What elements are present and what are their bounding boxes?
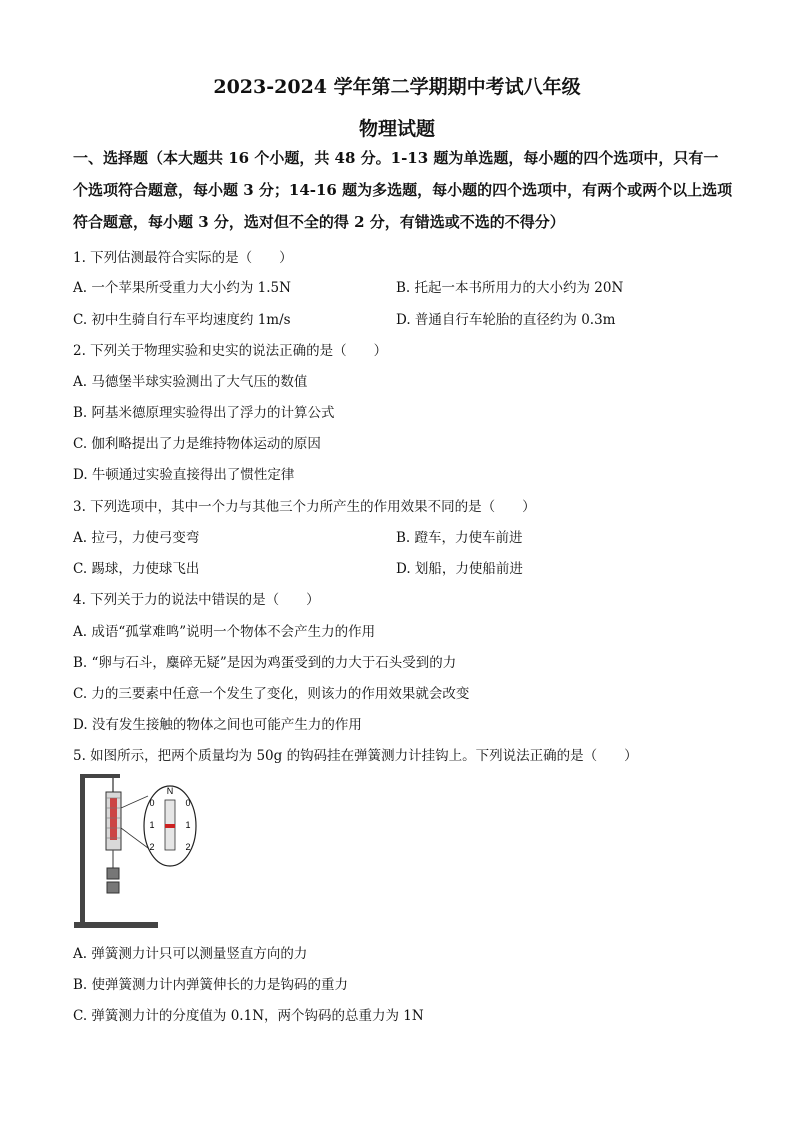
exam-title: 2023-2024 学年第二学期期中考试八年级 (213, 76, 581, 98)
dial-left-2: 2 (149, 842, 155, 852)
question-3-stem: 3. 下列选项中，其中一个力与其他三个力所产生的作用效果不同的是（ ） (73, 499, 536, 515)
question-1-option-a[interactable]: A. 一个苹果所受重力大小约为 1.5N (73, 280, 291, 296)
spring-scale-figure (70, 768, 200, 936)
question-3-option-c[interactable]: C. 踢球，力使球飞出 (73, 561, 200, 577)
dial-right-0: 0 (185, 798, 191, 808)
question-2-option-d[interactable]: D. 牛顿通过实验直接得出了惯性定律 (73, 467, 295, 483)
exam-subtitle: 物理试题 (358, 118, 435, 140)
dial-right-2: 2 (185, 842, 191, 852)
scale-spring (110, 798, 117, 840)
dial-left-1: 1 (149, 820, 155, 830)
question-1-stem: 1. 下列估测最符合实际的是（ ） (73, 250, 293, 266)
stand-pole (80, 774, 85, 924)
question-4-option-c[interactable]: C. 力的三要素中任意一个发生了变化，则该力的作用效果就会改变 (73, 686, 470, 702)
stand-arm (80, 774, 120, 778)
dial-right-1: 1 (185, 820, 191, 830)
section-heading: 一、选择题（本大题共 16 个小题，共 48 分。1-13 题为单选题，每小题的四个选项中，只有一个选项符合题意，每小题 3 分；14-16 题为多选题，每小题的四个选项中，有两个或两个以上选项符合题意，每小题 3 分，选对但不全的得 2 分，有错选或不选的不得分） (73, 149, 733, 231)
question-2-option-b[interactable]: B. 阿基米德原理实验得出了浮力的计算公式 (73, 405, 335, 421)
question-4-option-b[interactable]: B. “卵与石斗，麋碎无疑”是因为鸡蛋受到的力大于石头受到的力 (73, 655, 457, 671)
dial-left-0: 0 (149, 798, 155, 808)
question-5-stem: 5. 如图所示，把两个质量均为 50g 的钩码挂在弹簧测力计挂钩上。下列说法正确的是（ ） (73, 748, 638, 764)
question-2-option-a[interactable]: A. 马德堡半球实验测出了大气压的数值 (73, 374, 308, 390)
zoom-line-top (121, 796, 148, 808)
weight-2 (107, 882, 119, 893)
dial-indicator (165, 824, 175, 828)
question-4-stem: 4. 下列关于力的说法中错误的是（ ） (73, 592, 320, 608)
dial-unit-label: N (166, 786, 174, 796)
question-5-option-c[interactable]: C. 弹簧测力计的分度值为 0.1N，两个钩码的总重力为 1N (73, 1008, 424, 1024)
question-3-option-a[interactable]: A. 拉弓，力使弓变弯 (73, 530, 200, 546)
question-1-option-b[interactable]: B. 托起一本书所用力的大小约为 20N (396, 280, 624, 296)
question-5-option-b[interactable]: B. 使弹簧测力计内弹簧伸长的力是钩码的重力 (73, 977, 349, 993)
question-4-option-a[interactable]: A. 成语“孤掌难鸣”说明一个物体不会产生力的作用 (73, 624, 376, 640)
question-3-option-b[interactable]: B. 蹬车，力使车前进 (396, 530, 523, 546)
question-4-option-d[interactable]: D. 没有发生接触的物体之间也可能产生力的作用 (73, 717, 362, 733)
question-1-option-c[interactable]: C. 初中生骑自行车平均速度约 1m/s (73, 312, 291, 328)
question-3-option-d[interactable]: D. 划船，力使船前进 (396, 561, 523, 577)
weight-1 (107, 868, 119, 879)
question-2-stem: 2. 下列关于物理实验和史实的说法正确的是（ ） (73, 343, 388, 359)
question-5-option-a[interactable]: A. 弹簧测力计只可以测量竖直方向的力 (73, 946, 308, 962)
stand-base (74, 922, 158, 928)
question-1-option-d[interactable]: D. 普通自行车轮胎的直径约为 0.3m (396, 312, 616, 328)
question-2-option-c[interactable]: C. 伽利略提出了力是维持物体运动的原因 (73, 436, 321, 452)
